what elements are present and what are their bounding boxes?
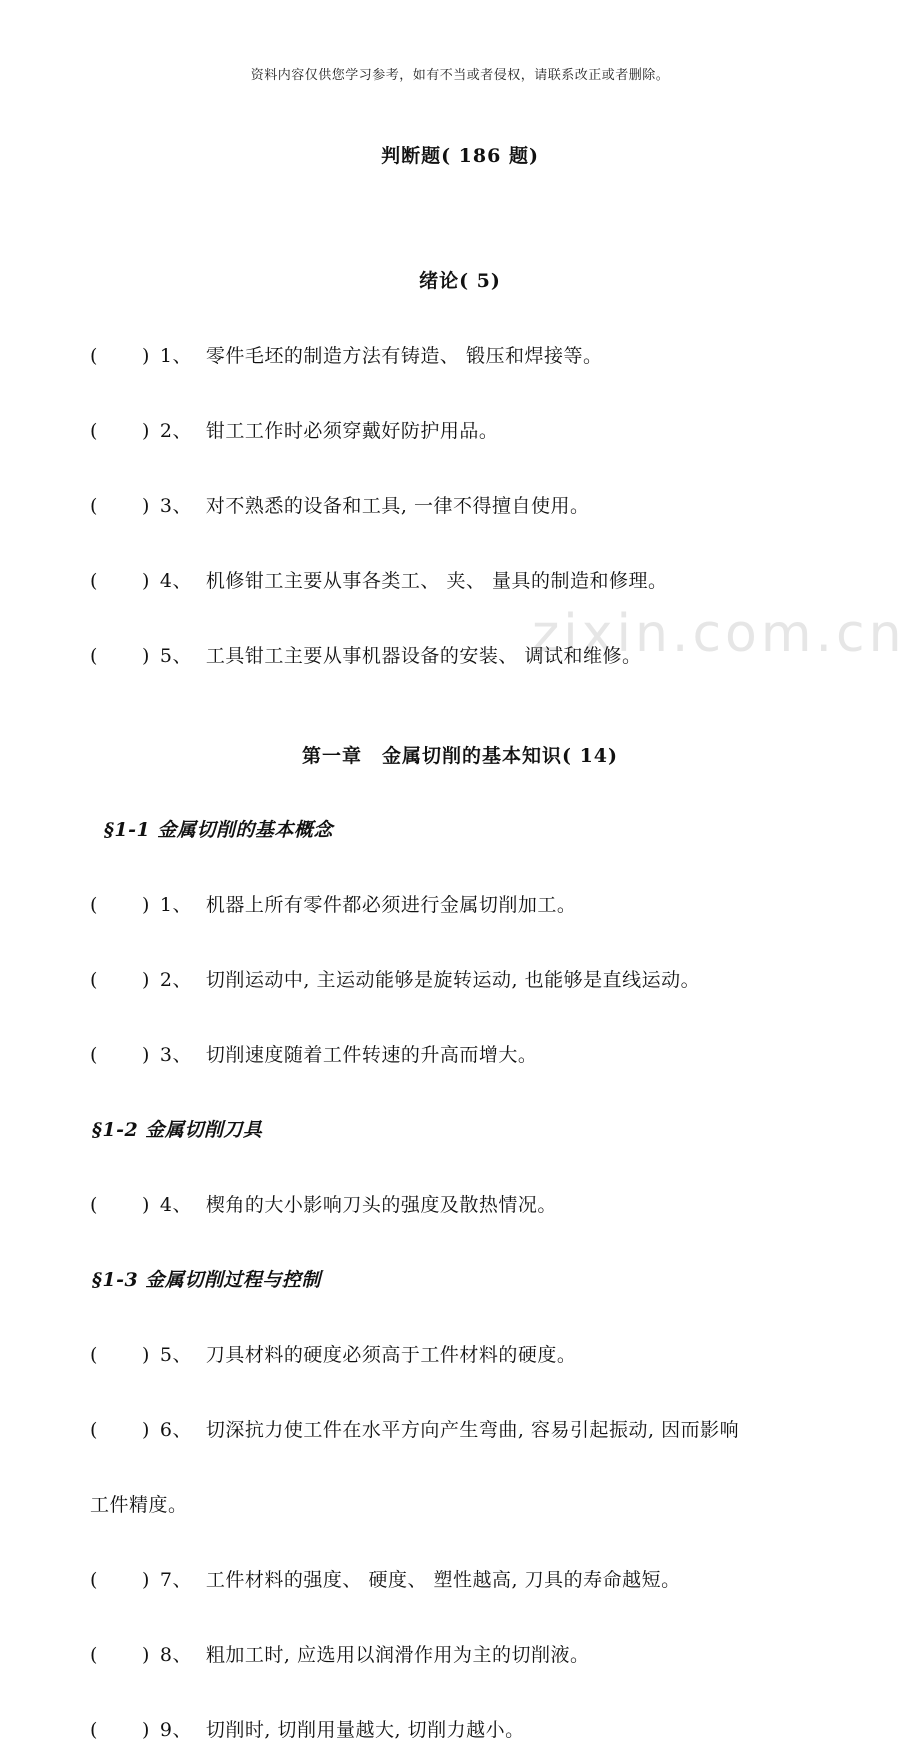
answer-blank-open: ( <box>90 495 98 517</box>
answer-blank-close: ) <box>142 345 150 367</box>
question-number: 5、 <box>159 1344 193 1366</box>
answer-blank-close: ) <box>142 570 150 592</box>
answer-blank-close: ) <box>142 1644 150 1666</box>
answer-blank-close: ) <box>142 1419 150 1441</box>
answer-blank-close: ) <box>142 1044 150 1066</box>
question-number: 7、 <box>159 1569 193 1591</box>
question-number: 1、 <box>159 345 193 367</box>
answer-blank-open: ( <box>90 1044 98 1066</box>
chapter1-question-5 <box>90 1340 920 1367</box>
chapter1-question-9 <box>90 1715 920 1742</box>
document-title: 判断题( 186 题) <box>381 145 539 167</box>
chapter1-question-3 <box>90 1040 920 1067</box>
question-number: 5、 <box>159 645 193 667</box>
question-text: 机修钳工主要从事各类工、 夹、 量具的制造和修理。 <box>205 570 668 592</box>
watermark: zixin.com.cn <box>532 604 906 664</box>
question-number: 3、 <box>159 1044 193 1066</box>
question-text: 切削时, 切削用量越大, 切削力越小。 <box>205 1719 525 1741</box>
answer-blank-close: ) <box>142 1344 150 1366</box>
chapter1-question-4 <box>90 1190 920 1217</box>
question-text: 对不熟悉的设备和工具, 一律不得擅自使用。 <box>205 495 590 517</box>
header-note: 资料内容仅供您学习参考，如有不当或者侵权，请联系改正或者删除。 <box>250 68 670 83</box>
question-number: 9、 <box>159 1719 193 1741</box>
chapter1-question-7 <box>90 1565 920 1592</box>
question-text: 切削速度随着工件转速的升高而增大。 <box>205 1044 538 1066</box>
answer-blank-open: ( <box>90 1194 98 1216</box>
answer-blank-open: ( <box>90 1644 98 1666</box>
answer-blank-open: ( <box>90 1569 98 1591</box>
question-number: 8、 <box>159 1644 193 1666</box>
intro-question-5 <box>90 641 920 668</box>
answer-blank-open: ( <box>90 969 98 991</box>
question-number: 2、 <box>159 420 193 442</box>
question-number: 3、 <box>159 495 193 517</box>
question-text: 切深抗力使工件在水平方向产生弯曲, 容易引起振动, 因而影响 <box>205 1419 740 1441</box>
question-text: 粗加工时, 应选用以润滑作用为主的切削液。 <box>205 1644 590 1666</box>
answer-blank-open: ( <box>90 894 98 916</box>
answer-blank-open: ( <box>90 345 98 367</box>
answer-blank-open: ( <box>90 1719 98 1741</box>
question-text: 零件毛坯的制造方法有铸造、 锻压和焊接等。 <box>205 345 603 367</box>
intro-question-4 <box>90 566 920 593</box>
question-number: 1、 <box>159 894 193 916</box>
chapter1-question-2 <box>90 965 920 992</box>
intro-question-1 <box>90 341 920 368</box>
answer-blank-close: ) <box>142 894 150 916</box>
chapter1-title: 第一章 金属切削的基本知识( 14) <box>301 745 619 767</box>
answer-blank-close: ) <box>142 420 150 442</box>
question-number: 4、 <box>159 570 193 592</box>
answer-blank-close: ) <box>142 969 150 991</box>
chapter1-question-6 <box>90 1415 920 1442</box>
answer-blank-close: ) <box>142 1569 150 1591</box>
section-1-1-heading: §1-1 金属切削的基本概念 <box>104 819 333 841</box>
section-1-3-heading: §1-3 金属切削过程与控制 <box>92 1269 321 1291</box>
question-text: 刀具材料的硬度必须高于工件材料的硬度。 <box>205 1344 577 1366</box>
answer-blank-close: ) <box>142 495 150 517</box>
chapter1-question-8 <box>90 1640 920 1667</box>
question-number: 6、 <box>159 1419 193 1441</box>
intro-question-3 <box>90 491 920 518</box>
question-text: 机器上所有零件都必须进行金属切削加工。 <box>205 894 577 916</box>
intro-section-title: 绪论( 5) <box>419 270 501 292</box>
question-text: 楔角的大小影响刀头的强度及散热情况。 <box>205 1194 557 1216</box>
answer-blank-close: ) <box>142 645 150 667</box>
question-text: 工具钳工主要从事机器设备的安装、 调试和维修。 <box>205 645 642 667</box>
answer-blank-open: ( <box>90 645 98 667</box>
question-text: 切削运动中, 主运动能够是旋转运动, 也能够是直线运动。 <box>205 969 701 991</box>
answer-blank-open: ( <box>90 1344 98 1366</box>
intro-question-2 <box>90 416 920 443</box>
answer-blank-close: ) <box>142 1194 150 1216</box>
question-number: 4、 <box>159 1194 193 1216</box>
question-6-continuation: 工件精度。 <box>90 1494 188 1516</box>
answer-blank-open: ( <box>90 570 98 592</box>
question-text: 工件材料的强度、 硬度、 塑性越高, 刀具的寿命越短。 <box>205 1569 681 1591</box>
question-number: 2、 <box>159 969 193 991</box>
question-text: 钳工工作时必须穿戴好防护用品。 <box>205 420 499 442</box>
answer-blank-close: ) <box>142 1719 150 1741</box>
chapter1-question-1 <box>90 890 920 917</box>
answer-blank-open: ( <box>90 420 98 442</box>
section-1-2-heading: §1-2 金属切削刀具 <box>92 1119 263 1141</box>
answer-blank-open: ( <box>90 1419 98 1441</box>
